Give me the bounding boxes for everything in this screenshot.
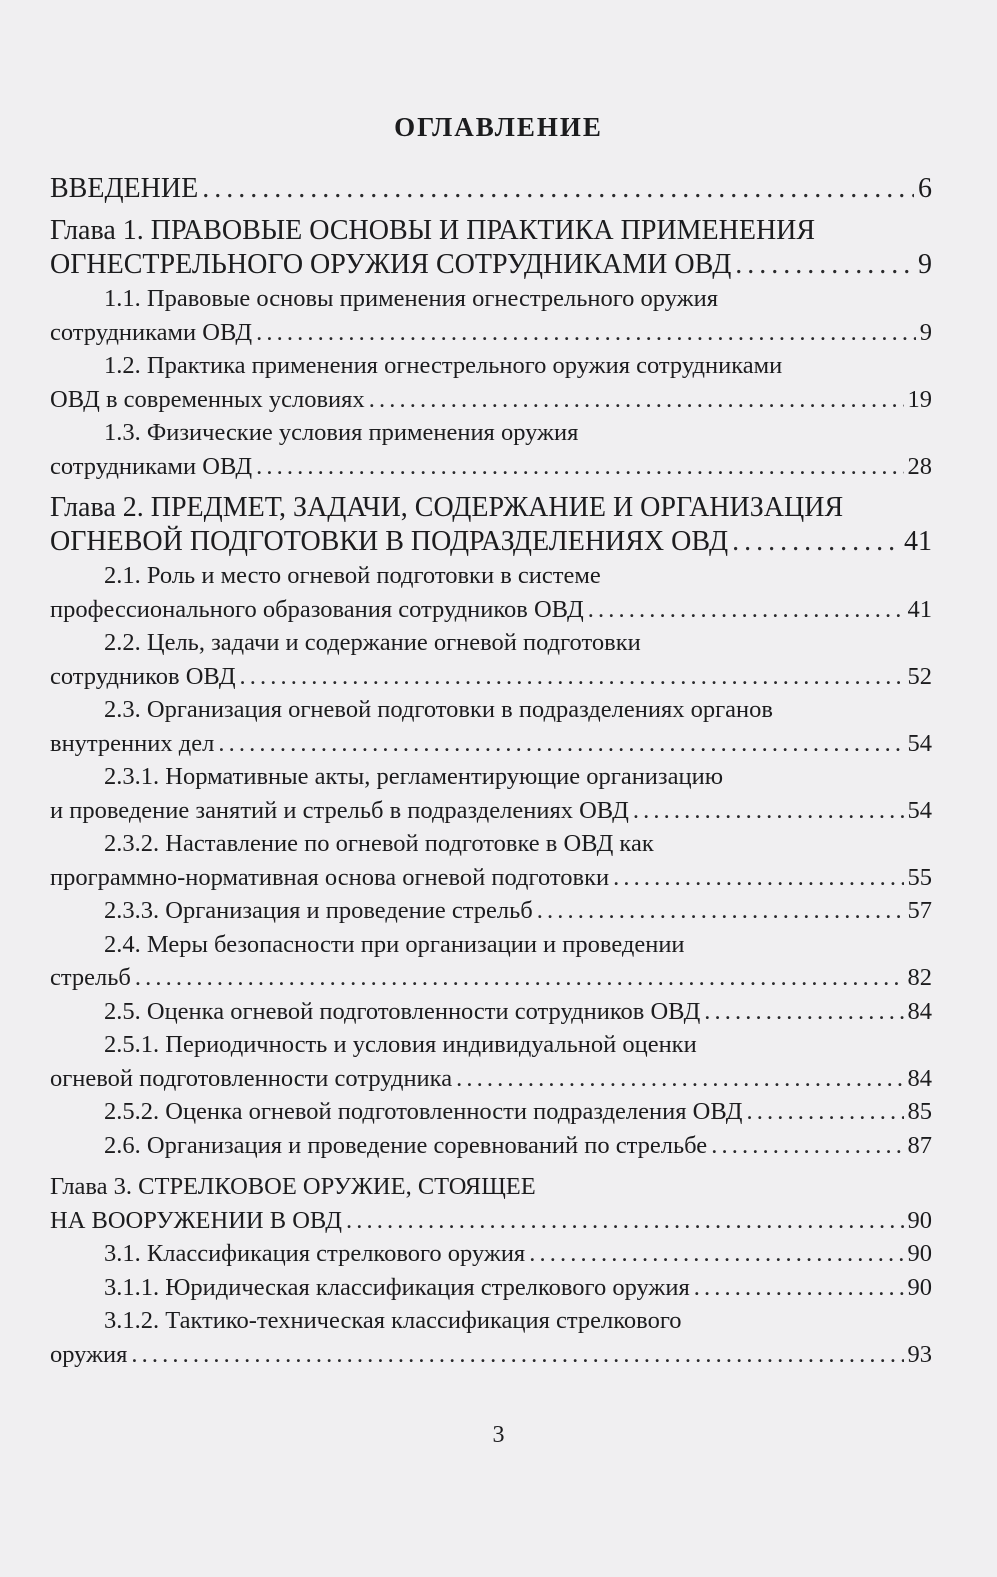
toc-page-number: 9 xyxy=(918,249,932,280)
toc-entry-2-5-2[interactable] xyxy=(50,1095,932,1129)
toc-entry-1-2[interactable] xyxy=(50,349,932,416)
toc-entry-2-3-2[interactable] xyxy=(50,827,932,894)
leader-dots xyxy=(537,894,904,928)
leader-dots xyxy=(588,593,904,627)
toc-entry-introduction[interactable] xyxy=(50,172,932,206)
leader-dots xyxy=(746,1095,903,1129)
leader-dots xyxy=(704,995,903,1029)
toc-page-number: 52 xyxy=(907,662,932,690)
page-number: 3 xyxy=(492,1422,505,1448)
toc-entry-title-cont: НА ВООРУЖЕНИИ В ОВД xyxy=(50,1206,343,1234)
toc-entry-3-1[interactable] xyxy=(50,1237,932,1271)
toc-entry-title: 2.3.1. Нормативные акты, регламентирующие организацию xyxy=(104,763,723,790)
toc-entry-title-cont: сотрудниками ОВД xyxy=(50,318,253,346)
toc-entry-chapter-3[interactable] xyxy=(50,1170,932,1237)
toc-entry-title-cont: огневой подготовленности сотрудника xyxy=(50,1064,453,1092)
toc-entry-title: 2.3. Организация огневой подготовки в подразделениях органов xyxy=(104,696,773,723)
leader-dots xyxy=(218,727,903,761)
toc-entry-title-cont: профессионального образования сотрудников ОВД xyxy=(50,595,584,623)
toc-page-number: 85 xyxy=(907,1098,932,1125)
toc-page-number: 54 xyxy=(907,729,932,757)
toc-entry-title: 2.3.3. Организация и проведение стрельб xyxy=(104,897,533,924)
leader-dots xyxy=(711,1129,903,1163)
toc-entry-2-3-1[interactable] xyxy=(50,760,932,827)
toc-entry-title: 2.5. Оценка огневой подготовленности сотрудников ОВД xyxy=(104,997,701,1025)
leader-dots xyxy=(529,1237,903,1271)
toc-entry-2-1[interactable] xyxy=(50,559,932,626)
toc-entry-title: 3.1.2. Тактико-техническая классификация стрелкового xyxy=(104,1307,682,1334)
toc-entry-title: 1.1. Правовые основы применения огнестрельного оружия xyxy=(104,285,718,312)
toc-entry-title: 2.1. Роль и место огневой подготовки в системе xyxy=(104,562,601,589)
toc-entry-1-3[interactable] xyxy=(50,416,932,483)
toc-entry-3-1-1[interactable] xyxy=(50,1271,932,1305)
toc-entry-title-cont: сотрудниками ОВД xyxy=(50,452,253,480)
toc-entry-title: Глава 2. ПРЕДМЕТ, ЗАДАЧИ, СОДЕРЖАНИЕ И ОРГАНИЗАЦИЯ xyxy=(50,492,844,523)
leader-dots xyxy=(240,660,904,694)
table-of-contents xyxy=(50,172,932,1371)
toc-page-number: 6 xyxy=(918,173,932,204)
toc-page-number: 41 xyxy=(904,526,932,557)
toc-entry-2-5-1[interactable] xyxy=(50,1028,932,1095)
toc-entry-title: 2.5.2. Оценка огневой подготовленности подразделения ОВД xyxy=(104,1098,743,1125)
toc-page-number: 41 xyxy=(907,595,932,623)
leader-dots xyxy=(456,1062,903,1096)
toc-page-number: 28 xyxy=(907,452,932,480)
toc-entry-title: Глава 3. СТРЕЛКОВОЕ ОРУЖИЕ, СТОЯЩЕЕ xyxy=(50,1173,536,1200)
leader-dots xyxy=(256,316,916,350)
toc-entry-title: ВВЕДЕНИЕ xyxy=(50,173,199,204)
toc-entry-chapter-1[interactable] xyxy=(50,214,932,282)
toc-entry-title-cont: сотрудников ОВД xyxy=(50,662,236,690)
toc-entry-chapter-2[interactable] xyxy=(50,491,932,559)
leader-dots xyxy=(202,172,914,206)
toc-entry-title: Глава 1. ПРАВОВЫЕ ОСНОВЫ И ПРАКТИКА ПРИМЕНЕНИЯ xyxy=(50,215,816,246)
leader-dots xyxy=(633,794,904,828)
toc-page-number: 55 xyxy=(907,863,932,891)
toc-entry-title: 1.3. Физические условия применения оружия xyxy=(104,419,579,446)
toc-page-number: 19 xyxy=(907,385,932,413)
toc-entry-title-cont: программно-нормативная основа огневой подготовки xyxy=(50,863,610,891)
toc-entry-title-cont: ОВД в современных условиях xyxy=(50,385,365,413)
toc-page-number: 84 xyxy=(907,997,932,1025)
toc-entry-2-5[interactable] xyxy=(50,995,932,1029)
toc-page-number: 82 xyxy=(907,964,932,991)
toc-entry-title: 2.5.1. Периодичность и условия индивидуальной оценки xyxy=(104,1031,697,1058)
leader-dots xyxy=(735,248,914,282)
toc-entry-title: 3.1.1. Юридическая классификация стрелкового оружия xyxy=(104,1273,690,1301)
toc-page-number: 87 xyxy=(907,1131,932,1159)
leader-dots xyxy=(256,450,903,484)
leader-dots xyxy=(369,383,904,417)
leader-dots xyxy=(732,525,900,559)
leader-dots xyxy=(694,1271,904,1305)
toc-entry-2-4[interactable] xyxy=(50,928,932,995)
toc-page-number: 9 xyxy=(919,318,932,346)
toc-entry-1-1[interactable] xyxy=(50,282,932,349)
toc-entry-title-cont: внутренних дел xyxy=(50,729,215,757)
toc-entry-title-cont: оружия xyxy=(50,1340,128,1368)
toc-entry-title-cont: стрельб xyxy=(50,964,131,991)
leader-dots xyxy=(131,1338,903,1372)
toc-entry-title: 2.6. Организация и проведение соревнований по стрельбе xyxy=(104,1131,708,1159)
toc-page-number: 90 xyxy=(907,1240,932,1267)
toc-page-number: 90 xyxy=(907,1206,932,1234)
page-title: ОГЛАВЛЕНИЕ xyxy=(394,112,603,142)
toc-entry-3-1-2[interactable] xyxy=(50,1304,932,1371)
toc-entry-title: 1.2. Практика применения огнестрельного оружия сотрудниками xyxy=(104,352,783,379)
toc-entry-title: 2.4. Меры безопасности при организации и проведении xyxy=(104,930,685,958)
toc-entry-2-3-3[interactable] xyxy=(50,894,932,928)
toc-page-number: 90 xyxy=(907,1273,932,1301)
toc-entry-title-cont: ОГНЕВОЙ ПОДГОТОВКИ В ПОДРАЗДЕЛЕНИЯХ ОВД xyxy=(50,526,729,557)
toc-entry-2-6[interactable] xyxy=(50,1129,932,1163)
toc-page-number: 84 xyxy=(907,1064,932,1092)
leader-dots xyxy=(613,861,903,895)
toc-entry-title-cont: и проведение занятий и стрельб в подразделениях ОВД xyxy=(50,796,629,824)
toc-entry-2-2[interactable] xyxy=(50,626,932,693)
toc-entry-title: 3.1. Классификация стрелкового оружия xyxy=(104,1240,526,1267)
leader-dots xyxy=(346,1204,903,1238)
toc-entry-title-cont: ОГНЕСТРЕЛЬНОГО ОРУЖИЯ СОТРУДНИКАМИ ОВД xyxy=(50,249,732,280)
toc-entry-title: 2.3.2. Наставление по огневой подготовке в ОВД как xyxy=(104,830,654,857)
toc-entry-2-3[interactable] xyxy=(50,693,932,760)
leader-dots xyxy=(135,961,904,995)
toc-page-number: 54 xyxy=(907,796,932,824)
toc-page-number: 93 xyxy=(907,1340,932,1368)
toc-page-number: 57 xyxy=(907,897,932,924)
toc-entry-title: 2.2. Цель, задачи и содержание огневой подготовки xyxy=(104,629,641,656)
